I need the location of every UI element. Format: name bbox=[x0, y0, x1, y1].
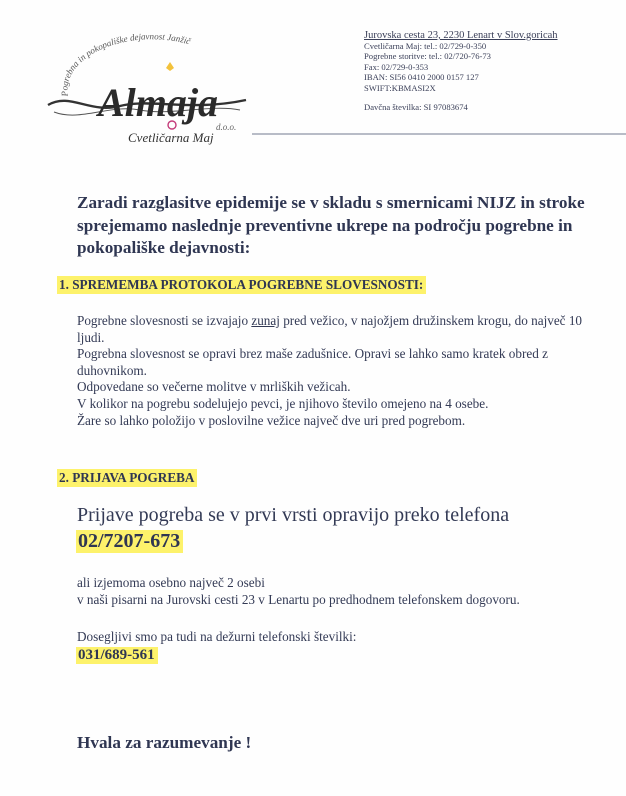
duty-info bbox=[77, 629, 622, 646]
header-divider bbox=[252, 133, 626, 135]
logo-sub: Cvetličarna Maj bbox=[128, 130, 214, 145]
contact-block bbox=[364, 30, 626, 112]
in-person-line: v naši pisarni na Jurovski cesti 23 v Lenartu po predhodnem telefonskem dogovoru. bbox=[77, 591, 520, 607]
flame-icon bbox=[166, 62, 174, 71]
main-phone-number: 02/7207-673 bbox=[76, 530, 183, 553]
section2-heading: 2. PRIJAVA POGREBA bbox=[57, 469, 197, 487]
list-item-text: Pogrebne slovesnosti se izvajajo bbox=[77, 313, 252, 328]
company-logo bbox=[40, 30, 255, 148]
intro-text: Zaradi razglasitve epidemije se v skladu s smernicami NIJZ in stroke sprejemamo naslednje preventivne ukrepe na področju pogrebne in pokopališke dejavnosti: bbox=[77, 193, 585, 258]
logo-arc-text: Pogrebna in pokopališke dejavnost Janžič bbox=[59, 31, 192, 97]
contact-line-funeral: Pogrebne storitve: tel.: 02/720-76-73 bbox=[364, 51, 491, 62]
list-item: Odpovedane so večerne molitve v mrliških vežicah. bbox=[77, 379, 351, 395]
logo-brand: Almaja bbox=[98, 80, 219, 125]
phone-lead-text: Prijave pogreba se v prvi vrsti opravijo preko telefona bbox=[77, 504, 510, 526]
list-item: Žare so lahko položijo v poslovilne vežice največ dve uri pred pogrebom. bbox=[77, 412, 466, 428]
duty-phone-number: 031/689-561 bbox=[76, 647, 158, 664]
section1-list bbox=[77, 313, 607, 429]
contact-line-florist: Cvetličarna Maj: tel.: 02/729-0-350 bbox=[364, 41, 487, 51]
list-item: Pogrebna slovesnost se opravi brez maše zadušnice. Opravi se lahko samo kratek obred z duhovnikom. bbox=[77, 346, 548, 378]
section1-heading: 1. SPREMEMBA PROTOKOLA POGREBNE SLOVESNOSTI: bbox=[57, 276, 426, 294]
contact-line-fax: Fax: 02/729-0-353 bbox=[364, 61, 429, 72]
company-address: Jurovska cesta 23, 2230 Lenart v Slov.goricah bbox=[364, 30, 558, 41]
contact-line-swift: SWIFT:KBMASI2X bbox=[364, 82, 436, 93]
underlined-word: zunaj bbox=[251, 313, 280, 328]
contact-line-iban: IBAN: SI56 0410 2000 0157 127 bbox=[364, 72, 479, 83]
closing-text: Hvala za razumevanje ! bbox=[77, 733, 252, 752]
list-item: V kolikor na pogrebu sodelujejo pevci, je njihovo število omejeno na 4 osebe. bbox=[77, 395, 489, 411]
in-person-info bbox=[77, 575, 622, 608]
tax-number: Davčna številka: SI 97083674 bbox=[364, 102, 468, 113]
list-item bbox=[77, 313, 607, 346]
logo-suffix: d.o.o. bbox=[216, 122, 237, 132]
list-item-text: pred vežico, v najožjem družinskem krogu, do največ 10 ljudi. bbox=[77, 313, 583, 345]
in-person-line: ali izjemoma osebno največ 2 osebi bbox=[77, 575, 265, 590]
duty-line: Dosegljivi smo pa tudi na dežurni telefonski številki: bbox=[77, 629, 357, 644]
